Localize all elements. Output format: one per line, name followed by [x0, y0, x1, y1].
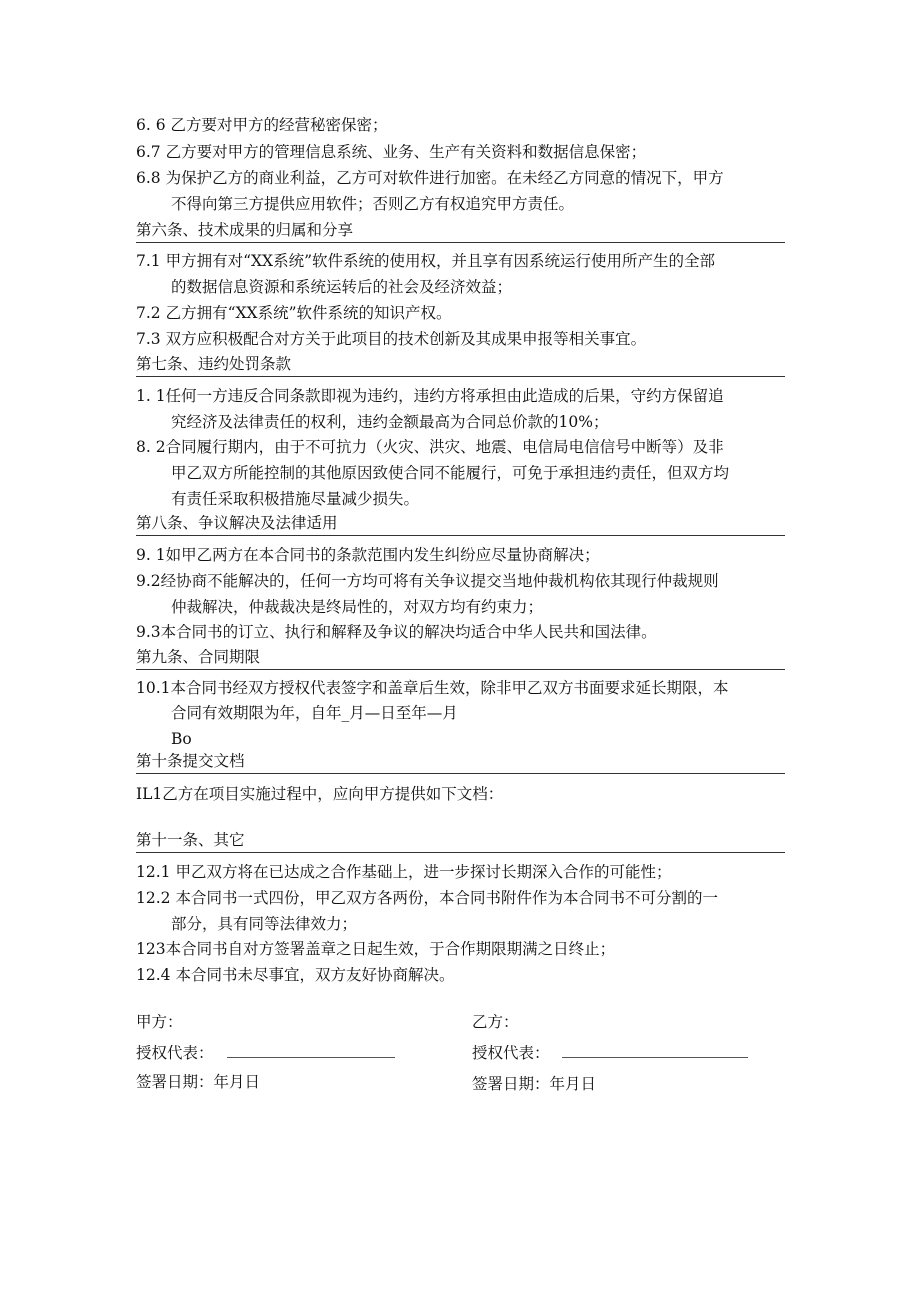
clause-12-3: 123本合同书自对方签署盖章之日起生效，于合作期限期满之日终止；	[136, 940, 616, 958]
clause-8-1: 1. 1任何一方违反合同条款即视为违约，违约方将承担由此造成的后果，守约方保留追	[136, 387, 724, 405]
clause-7-2: 7.2 乙方拥有“XX系统”软件系统的知识产权。	[136, 304, 452, 322]
clause-6-8: 6.8 为保护乙方的商业利益，乙方可对软件进行加密。在未经乙方同意的情况下，甲方	[136, 169, 724, 187]
clause-7-1: 7.1 甲方拥有对“XX系统”软件系统的使用权，并且享有因系统运行使用所产生的全部	[136, 252, 715, 270]
clause-12-4: 12.4 本合同书未尽事宜，双方友好协商解决。	[136, 966, 455, 984]
party-b-date: 签署日期：年月日	[472, 1075, 597, 1093]
clause-12-1: 12.1 甲乙双方将在已达成之合作基础上，进一步探讨长期深入合作的可能性；	[136, 863, 672, 881]
clause-12-2-cont: 部分，具有同等法律效力；	[171, 915, 358, 933]
heading-article-7: 第七条、违约处罚条款	[136, 354, 785, 377]
clause-8-2-cont1: 甲乙双方所能控制的其他原因致使合同不能履行，可免于承担违约责任，但双方均	[171, 464, 730, 482]
clause-6-7: 6.7 乙方要对甲方的管理信息系统、业务、生产有关资料和数据信息保密；	[136, 143, 647, 161]
clause-9-1: 9. 1如甲乙两方在本合同书的条款范围内发生纠纷应尽量协商解决；	[136, 546, 600, 564]
clause-8-2: 8. 2合同履行期内，由于不可抗力（火灾、洪灾、地震、电信局电信信号中断等）及非	[136, 438, 724, 456]
clause-8-1-cont: 究经济及法律责任的权利，违约金额最高为合同总价款的10%；	[171, 413, 609, 431]
party-b-rep-label: 授权代表：	[472, 1044, 550, 1062]
clause-6-8-cont: 不得向第三方提供应用软件；否则乙方有权追究甲方责任。	[171, 195, 575, 213]
heading-article-11: 第十一条、其它	[136, 830, 785, 853]
clause-10-1-cont: 合同有效期限为年，自年_月—日至年—月	[171, 704, 458, 722]
clause-9-3: 9.3本合同书的订立、执行和解释及争议的解决均适合中华人民共和国法律。	[136, 623, 657, 641]
party-b-rep-signature-line	[562, 1057, 748, 1058]
clause-10-1: 10.1本合同书经双方授权代表签字和盖章后生效，除非甲乙双方书面要求延长期限，本	[136, 679, 729, 697]
party-a-rep-signature-line	[227, 1057, 395, 1058]
clause-7-3: 7.3 双方应积极配合对方关于此项目的技术创新及其成果申报等相关事宜。	[136, 330, 647, 348]
clause-7-1-cont: 的数据信息资源和系统运转后的社会及经济效益；	[171, 278, 513, 296]
clause-12-2: 12.2 本合同书一式四份，甲乙双方各两份，本合同书附件作为本合同书不可分割的一	[136, 889, 718, 907]
party-b-label: 乙方：	[472, 1013, 519, 1031]
heading-article-9: 第九条、合同期限	[136, 647, 785, 670]
clause-8-2-cont2: 有责任采取积极措施尽量减少损失。	[171, 490, 420, 508]
party-a-date: 签署日期：年月日	[136, 1073, 261, 1091]
clause-10-1-tail: Bo	[171, 730, 192, 748]
clause-9-2-cont: 仲裁解决，仲裁裁决是终局性的，对双方均有约束力；	[171, 598, 544, 616]
heading-article-10: 第十条提交文档	[136, 751, 785, 774]
clause-11-1: IL1乙方在项目实施过程中，应向甲方提供如下文档：	[136, 785, 504, 803]
party-a-rep-label: 授权代表：	[136, 1044, 214, 1062]
party-a-label: 甲方：	[136, 1013, 183, 1031]
heading-article-6: 第六条、技术成果的归属和分享	[136, 220, 785, 243]
clause-9-2: 9.2经协商不能解决的，任何一方均可将有关争议提交当地仲裁机构依其现行仲裁规则	[136, 572, 719, 590]
clause-6-6: 6. 6 乙方要对甲方的经营秘密保密；	[136, 116, 388, 134]
heading-article-8: 第八条、争议解决及法律适用	[136, 513, 785, 536]
